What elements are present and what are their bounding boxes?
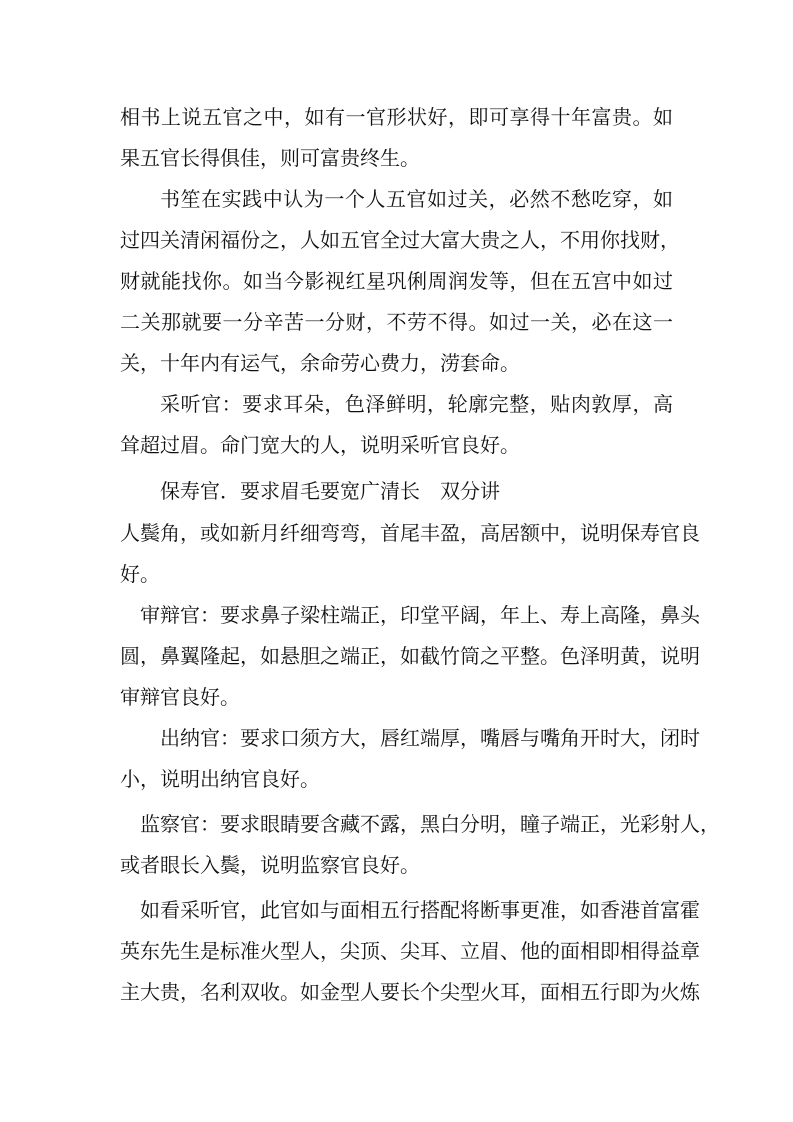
text-line: 审辩官：要求鼻子梁柱端正，印堂平阔，年上、寿上高隆，鼻头 <box>140 603 700 627</box>
text-line: 监察官：要求眼睛要含藏不露，黑白分明，瞳子端正，光彩射人， <box>140 812 720 836</box>
text-line: 英东先生是标准火型人，尖顶、尖耳、立眉、他的面相即相得益章 <box>120 939 700 963</box>
text-line: 人鬓角，或如新月纤细弯弯，首尾丰盈，高居额中，说明保寿官良 <box>120 521 700 545</box>
text-line: 审辩官良好。 <box>120 685 240 709</box>
text-line: 主大贵，名利双收。如金型人要长个尖型火耳，面相五行即为火炼 <box>120 980 700 1004</box>
text-line: 如看采听官，此官如与面相五行搭配将断事更准，如香港首富霍 <box>140 898 700 922</box>
text-line: 关，十年内有运气，余命劳心费力，涝套命。 <box>120 351 520 375</box>
text-line: 小，说明出纳官良好。 <box>120 767 320 791</box>
text-line: 果五官长得俱佳，则可富贵终生。 <box>120 146 420 170</box>
text-line: 过四关清闲福份之，人如五官全过大富大贵之人，不用你找财， <box>120 228 680 252</box>
text-line: 财就能找你。如当今影视红星巩俐周润发等，但在五宫中如过 <box>120 269 673 293</box>
text-line: 耸超过眉。命门宽大的人，说明采听官良好。 <box>120 433 520 457</box>
text-line: 圆，鼻翼隆起，如悬胆之端正，如截竹筒之平整。色泽明黄，说明 <box>120 644 700 668</box>
text-line: 出纳官：要求口须方大，唇红端厚，嘴唇与嘴角开时大，闭时 <box>160 726 700 750</box>
text-line: 或者眼长入鬓，说明监察官良好。 <box>120 853 420 877</box>
text-line: 书笙在实践中认为一个人五官如过关，必然不愁吃穿，如 <box>160 187 673 211</box>
text-line: 保寿官．要求眉毛要宽广清长 双分讲 <box>160 479 500 503</box>
text-line: 相书上说五官之中，如有一官形状好，即可享得十年富贵。如 <box>120 105 673 129</box>
text-line: 好。 <box>120 562 160 586</box>
text-line: 二关那就要一分辛苦一分财，不劳不得。如过一关，必在这一 <box>120 310 673 334</box>
text-line: 采听官：要求耳朵，色泽鲜明，轮廓完整，贴肉敦厚，高 <box>160 392 673 416</box>
